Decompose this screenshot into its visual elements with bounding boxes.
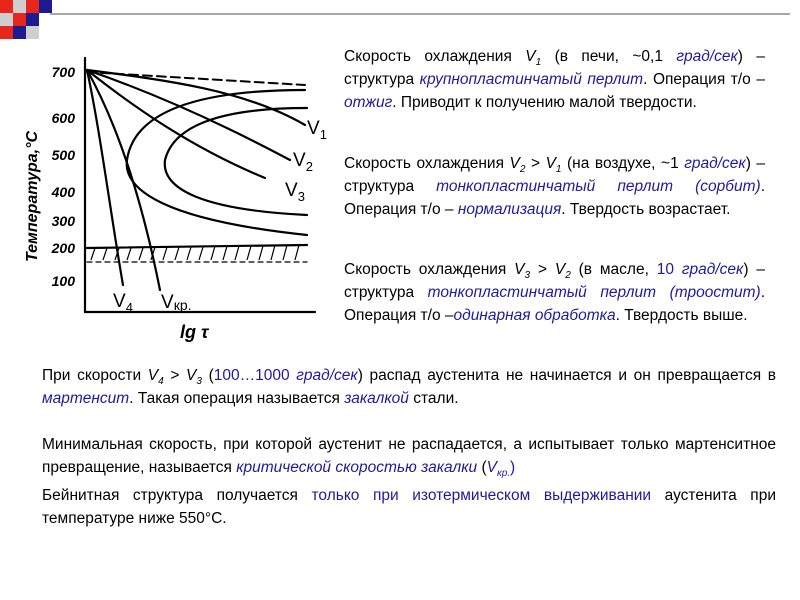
text: (в печи, ~0,1 — [541, 48, 677, 65]
y-tick-label: 200 — [51, 240, 75, 256]
paragraph-bainite — [42, 484, 776, 530]
deco-square-blue — [39, 0, 52, 13]
velocity-subscript: 4 — [158, 376, 164, 388]
unit-term: град/сек — [676, 48, 738, 65]
text: . Твердость возрастает. — [561, 201, 731, 218]
velocity-subscript: 3 — [196, 376, 202, 388]
velocity-subscript: 2 — [519, 164, 526, 176]
text: > — [525, 155, 546, 172]
text: Бейнитная структура получается — [42, 487, 312, 504]
velocity-subscript: 2 — [565, 270, 571, 282]
text: аустенита при температуре ниже 550°С. — [42, 487, 776, 527]
text: ) – структура — [344, 261, 765, 301]
text: При скорости — [42, 367, 148, 384]
operation-term: одинарная обработка — [453, 307, 616, 324]
deco-square-gray — [26, 26, 39, 39]
label-vkr: Vкр. — [161, 292, 192, 313]
text: Скорость охлаждения — [344, 48, 526, 65]
structure-term: крупнопластинчатый перлит — [419, 71, 644, 88]
deco-square-red — [0, 26, 13, 39]
velocity-subscript: кр. — [496, 468, 511, 480]
velocity-subscript: 3 — [524, 270, 531, 282]
ttt-diagram — [15, 50, 335, 350]
unit-term: град/сек — [684, 155, 746, 172]
text: > — [163, 367, 187, 384]
text: ) – структура — [344, 48, 765, 88]
deco-square-red — [0, 0, 13, 13]
corner-decoration — [0, 0, 60, 50]
structure-term: тонкопластинчатый перлит (троостит) — [427, 284, 761, 301]
velocity-symbol: V — [486, 459, 497, 476]
operation-term: отжиг — [344, 94, 393, 111]
velocity-symbol: V — [525, 48, 536, 65]
velocity-symbol: V — [147, 367, 159, 384]
text: . Операция т/о – — [344, 178, 765, 218]
y-tick-label: 400 — [51, 184, 75, 200]
deco-square-red — [13, 13, 26, 26]
paragraph-v2 — [344, 152, 765, 221]
label-v1: $V_1$ — [307, 118, 327, 142]
velocity-symbol: V — [554, 261, 566, 278]
text: . Приводит к получению малой твердости. — [392, 94, 697, 111]
rate-value: 10 — [656, 261, 675, 278]
text: ) — [510, 459, 516, 476]
label-v3: $V_3$ — [285, 180, 305, 204]
cooling-curve-v1 — [87, 70, 305, 125]
structure-term: тонкопластинчатый перлит (сорбит) — [436, 178, 761, 195]
cooling-curve-vkr — [87, 70, 160, 290]
deco-square-gray — [0, 13, 13, 26]
text: . Операция т/о – — [643, 71, 765, 88]
text: (в масле, — [570, 261, 657, 278]
text: ( — [201, 367, 214, 384]
text: ) распад аустенита не начинается и он превращается в — [357, 367, 777, 384]
operation-term: нормализация — [457, 201, 562, 218]
bainite-condition-term: только при изотермическом выдерживании — [311, 487, 652, 504]
text: Скорость охлаждения — [344, 155, 510, 172]
velocity-subscript: 1 — [555, 164, 562, 176]
velocity-subscript: 1 — [535, 57, 542, 69]
deco-square-red — [26, 0, 39, 13]
velocity-symbol: V — [545, 155, 556, 172]
y-tick-label: 500 — [51, 147, 75, 163]
text: ( — [477, 459, 487, 476]
text: Скорость охлаждения — [344, 261, 515, 278]
text: > — [530, 261, 555, 278]
text: стали. — [408, 390, 459, 407]
y-tick-label: 700 — [51, 64, 75, 80]
text: ) – структура — [344, 155, 766, 195]
deco-square-blue — [26, 13, 39, 26]
paragraph-v3 — [344, 258, 765, 327]
deco-square-blue — [13, 26, 26, 39]
velocity-symbol: V — [186, 367, 197, 384]
y-tick-label: 100 — [51, 273, 75, 289]
y-tick-label: 600 — [51, 110, 75, 126]
critical-rate-term: критической скоростью закалки — [236, 459, 478, 476]
rate-value: 100…1000 — [213, 367, 290, 384]
velocity-symbol: V — [509, 155, 520, 172]
unit-term: град/сек — [296, 367, 358, 384]
deco-square-gray — [13, 0, 26, 13]
title-rule — [50, 13, 790, 15]
structure-term: мартенсит — [42, 390, 130, 407]
paragraph-critical-rate — [42, 433, 776, 479]
y-axis-label: Температура,°С — [24, 130, 41, 262]
operation-term: закалкой — [344, 390, 409, 407]
cooling-curve-v2 — [87, 70, 290, 160]
text: (на воздухе, ~1 — [561, 155, 685, 172]
label-v4: $V_4$ — [113, 291, 133, 315]
x-axis-label: lg τ — [180, 322, 209, 342]
paragraph-v4 — [42, 364, 776, 410]
velocity-symbol: V — [514, 261, 525, 278]
y-tick-label: 300 — [51, 213, 75, 229]
label-v2: $V_2$ — [293, 150, 313, 174]
text: . Такая операция называется — [129, 390, 345, 407]
text: . Операция т/о – — [344, 284, 765, 324]
paragraph-v1 — [344, 45, 765, 114]
text: . Твердость выше. — [615, 307, 748, 324]
unit-term: град/сек — [681, 261, 744, 278]
text: Минимальная скорость, при которой аустенит не распадается, а испытывает только мартенситное превращение, называется — [42, 436, 776, 476]
